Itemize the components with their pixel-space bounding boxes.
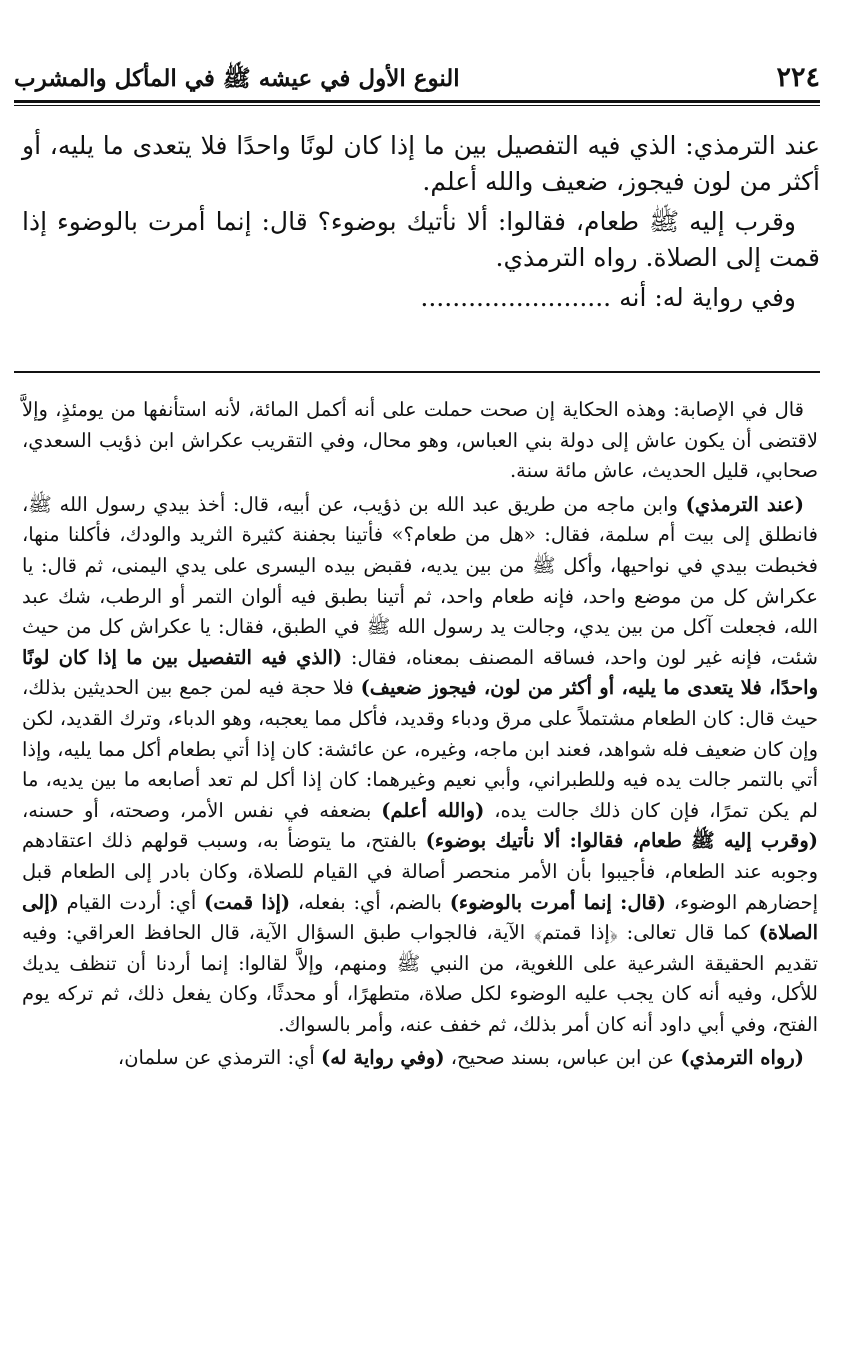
main-text-paragraph: عند الترمذي: الذي فيه التفصيل بين ما إذا كان لونًا واحدًا فلا يتعدى ما يليه، أو أكثر من لون فيجوز، ضعيف والله أعلم.	[22, 131, 820, 196]
section-divider	[14, 371, 820, 373]
commentary-paragraph: قال في الإصابة: وهذه الحكاية إن صحت حملت على أنه أكمل المائة، لأنه استأنفها من يومئذٍ، وإلاَّ لاقتضى أن يكون عاش إلى دولة بني العباس، وهو محال، وفي التقريب عكراش ابن ذؤيب السعدي، صحابي، قليل الحديث، عاش مائة سنة.	[22, 398, 818, 483]
commentary-fragment: بالضم، أي: بفعله،	[290, 890, 450, 914]
commentary-fragment: أي: الترمذي عن سلمان،	[117, 1046, 321, 1070]
page-number: ٢٢٤	[776, 62, 820, 93]
commentary-paragraph	[22, 490, 818, 1041]
main-text	[22, 128, 820, 320]
commentary-fragment: بالفتح، ما يتوضأ به، وسبب قولهم ذلك اعتقادهم وجوبه عند الطعام، فأجيبوا بأن الأمر منحصر أصالة في القيام للصلاة، وكان بادر إلى الطعام قبل إحضارهم الوضوء،	[22, 829, 818, 914]
commentary-fragment: وابن ماجه من طريق عبد الله بن ذؤيب، عن أبيه، قال: أخذ بيدي رسول الله ﷺ، فانطلق إلى بيت أم سلمة، فقال: «هل من طعام؟» فأتينا بجفنة كثيرة الثريد والودك، فأكلنا منها، فخبطت بيدي في نواحيها، وأكل ﷺ من بين يديه، فقبض بيده اليسرى على يدي اليمنى، ثم قال: يا عكراش كل من موضع واحد، فإنه طعام واحد، ثم أتينا بطبق فيه ألوان التمر أو الرطب، شك عبد الله، فجعلت آكل من بين يدي، وجالت يد رسول الله ﷺ في الطبق، فقال: يا عكراش كل من حيث شئت، فإنه غير لون واحد، فساقه المصنف بمعناه، فقال:	[22, 492, 818, 669]
commentary-fragment: كما قال تعالى: ﴿إذا قمتم﴾ الآية، فالجواب طبق السؤال الآية، قال الحافظ العراقي: وفيه تقديم الحقيقة الشرعية على اللغوية، من النبي ﷺ ومنهم، وإلاَّ لقالوا: إنما أردنا أن تنظف يديك للأكل، وفيه أنه كان يجب عليه الوضوء لكل صلاة، متطهرًا، أو محدثًا، وكان يفعل ذلك، ثم تركه يوم الفتح، وفي أبي داود أنه كان أمر بذلك، ثم خفف عنه، وأمر بالسواك.	[22, 921, 818, 1036]
main-text-fragment: وفي رواية له: أنه	[619, 283, 796, 312]
quoted-phrase: (عند الترمذي)	[685, 492, 804, 516]
quoted-phrase: (رواه الترمذي)	[680, 1046, 804, 1070]
ellipsis-dots: ........................	[420, 283, 612, 312]
commentary-paragraph	[22, 1043, 818, 1074]
running-title: النوع الأول في عيشه ﷺ في المأكل والمشرب	[14, 65, 460, 92]
commentary-text	[22, 395, 818, 1077]
quoted-phrase: (وفي رواية له)	[321, 1046, 445, 1070]
main-text-paragraph: وقرب إليه ﷺ طعام، فقالوا: ألا نأتيك بوضوء؟ قال: إنما أمرت بالوضوء إذا قمت إلى الصلاة. رواه الترمذي.	[22, 207, 820, 272]
header-rule	[14, 100, 820, 106]
quoted-phrase: (والله أعلم)	[381, 798, 485, 822]
quoted-phrase: (قال: إنما أمرت بالوضوء)	[449, 890, 666, 914]
quoted-phrase: (وقرب إليه ﷺ طعام، فقالوا: ألا نأتيك بوضوء)	[425, 829, 818, 853]
quoted-phrase: (إلى الصلاة)	[22, 890, 818, 945]
main-text-paragraph	[22, 280, 820, 316]
quoted-phrase: (الذي فيه التفصيل بين ما إذا كان لونًا واحدًا، فلا يتعدى ما يليه، أو أكثر من لون، فيجوز ضعيف)	[22, 645, 818, 700]
quoted-phrase: (إذا قمت)	[204, 890, 291, 914]
commentary-fragment: عن ابن عباس، بسند صحيح،	[444, 1046, 681, 1070]
page-header	[14, 60, 820, 100]
commentary-fragment: بضعفه في نفس الأمر، وصحته، أو حسنه،	[22, 798, 382, 822]
commentary-fragment: أي: أردت القيام	[58, 890, 205, 914]
commentary-fragment: فلا حجة فيه لمن جمع بين الحديثين بذلك، حيث قال: كان الطعام مشتملاً على مرق ودباء وقديد، فأكل مما يعجبه، وهو الدباء، وترك القديد، لكن وإن كان ضعيف فله شواهد، فعند ابن ماجه، وغيره، عن عائشة: كان إذا أتي بطعام أكل مما يليه، وإذا أتي بالتمر جالت يده فيه وللطبراني، وأبي نعيم وغيرهما: كان إذا أكل لم تعد أصابعه ما بين يديه، ما لم يكن تمرًا، فإن كان ذلك جالت يده،	[22, 676, 818, 822]
